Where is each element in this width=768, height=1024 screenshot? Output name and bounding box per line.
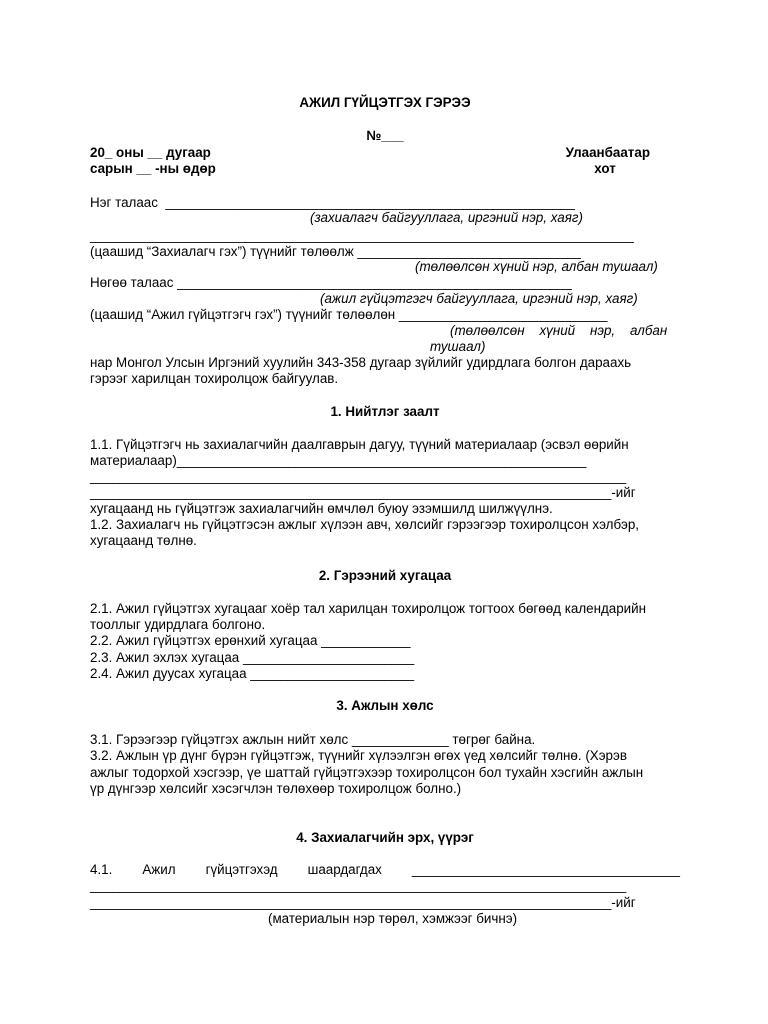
- clause-4-1-word: шаардагдах: [307, 862, 382, 877]
- clause-2-2: 2.2. Ажил гүйцэтгэх ерөнхий хугацаа ____________: [90, 633, 411, 648]
- party-two-line: Нөгөө талаас _____________________________________________________: [90, 275, 572, 290]
- clause-3-2-line-2: ажлыг тодорхой хэсгээр, үе шаттай гүйцэтгэхээр тохиролцсон бол тухайн хэсгийн ажлын: [90, 765, 644, 780]
- contract-number: №___: [366, 128, 404, 143]
- party-one-line: Нэг талаас _______________________________________________________: [90, 195, 575, 210]
- clause-1-1-line-2: материалаар)_______________________________________________________: [90, 453, 587, 468]
- party-one-hint: (захиалагч байгууллага, иргэний нэр, хаяг): [310, 210, 583, 225]
- clause-2-1-line-2: тооллыг удирдлага болгоно.: [90, 617, 266, 632]
- blank-line: _________________________________________________________________________: [90, 228, 634, 243]
- clause-3-1: 3.1. Гэрээгээр гүйцэтгэх ажлын нийт хөлс _____________ төгрөг байна.: [90, 732, 536, 747]
- clause-3-2-line-3: үр дүнгээр хөлсийг хэсэгчлэн төлөхөөр тохиролцож болно.): [90, 781, 462, 796]
- date-line-2: сарын __ -ны өдөр: [90, 161, 216, 176]
- clause-1-1-line-3: ______________________________________________________________________-ийг: [90, 485, 636, 500]
- clause-4-1-line-3: ______________________________________________________________________-ийг: [90, 895, 636, 910]
- clause-2-4: 2.4. Ажил дуусах хугацаа ______________________: [90, 666, 415, 681]
- contractor-rep-line: (цаашид “Ажил гүйцэтгэгч гэх”) түүнийг төлөөлөн ____________________________: [90, 307, 608, 322]
- intro-line-2: гэрээг харилцан тохиролцож байгуулав.: [90, 371, 339, 386]
- clause-4-1-number: 4.1.: [90, 862, 113, 877]
- clause-4-1-word: гүйцэтгэхэд: [205, 862, 278, 877]
- contractor-rep-hint-cont: тушаал): [430, 339, 486, 354]
- clause-3-2-line-1: 3.2. Ажлын үр дүнг бүрэн гүйцэтгэж, түүнийг хүлээлгэн өгөх үед хөлсийг төлнө. (Хэрэв: [90, 748, 627, 763]
- section-4-heading: 4. Захиалагчийн эрх, үүрэг: [296, 830, 474, 845]
- contractor-rep-hint: (төлөөлсөн хүний нэр, албан: [450, 323, 668, 338]
- city-line-1: Улаанбаатар: [565, 145, 650, 160]
- section-1-heading: 1. Нийтлэг заалт: [330, 404, 440, 419]
- clause-2-1-line-1: 2.1. Ажил гүйцэтгэх хугацааг хоёр тал харилцан тохиролцож тогтоох бөгөөд календарийн: [90, 601, 647, 616]
- section-3-heading: 3. Ажлын хөлс: [336, 698, 434, 713]
- blank-line: ________________________________________________________________________: [90, 878, 627, 893]
- party-two-hint: (ажил гүйцэтгэгч байгууллага, иргэний нэр, хаяг): [320, 291, 638, 306]
- section-2-heading: 2. Гэрээний хугацаа: [318, 568, 452, 583]
- city-line-2: хот: [594, 161, 616, 176]
- blank-line: ________________________________________________________________________: [90, 469, 627, 484]
- customer-rep-line: (цаашид “Захиалагч гэх”) түүнийг төлөөлж ______________________________: [90, 244, 581, 259]
- clause-4-1-line-1: [90, 862, 680, 878]
- customer-rep-hint: (төлөөлсөн хүний нэр, албан тушаал): [415, 259, 658, 274]
- clause-4-1-word: Ажил: [142, 862, 176, 877]
- clause-1-1-line-1: 1.1. Гүйцэтгэгч нь захиалагчийн даалгаврын дагуу, түүний материалаар (эсвэл өөрийн: [90, 437, 629, 452]
- materials-hint: (материалын нэр төрөл, хэмжээг бичнэ): [268, 911, 518, 926]
- clause-1-1-line-4: хугацаанд нь гүйцэтгэж захиалагчийн өмчлөл буюу эзэмшилд шилжүүлнэ.: [90, 501, 553, 516]
- clause-1-2-line-2: хугацаанд төлнө.: [90, 533, 197, 548]
- date-line-1: 20_ оны __ дугаар: [90, 145, 211, 160]
- intro-line-1: нар Монгол Улсын Иргэний хуулийн 343-358 дугаар зүйлийг удирдлага болгон дараахь: [90, 355, 632, 370]
- clause-2-3: 2.3. Ажил эхлэх хугацаа _______________________: [90, 650, 415, 665]
- clause-4-1-blank: ____________________________________: [411, 862, 680, 877]
- clause-1-2-line-1: 1.2. Захиалагч нь гүйцэтгэсэн ажлыг хүлээн авч, хөлсийг гэрээгээр тохиролцсон хэлбэр,: [90, 517, 639, 532]
- document-title: АЖИЛ ГҮЙЦЭТГЭХ ГЭРЭЭ: [299, 95, 471, 110]
